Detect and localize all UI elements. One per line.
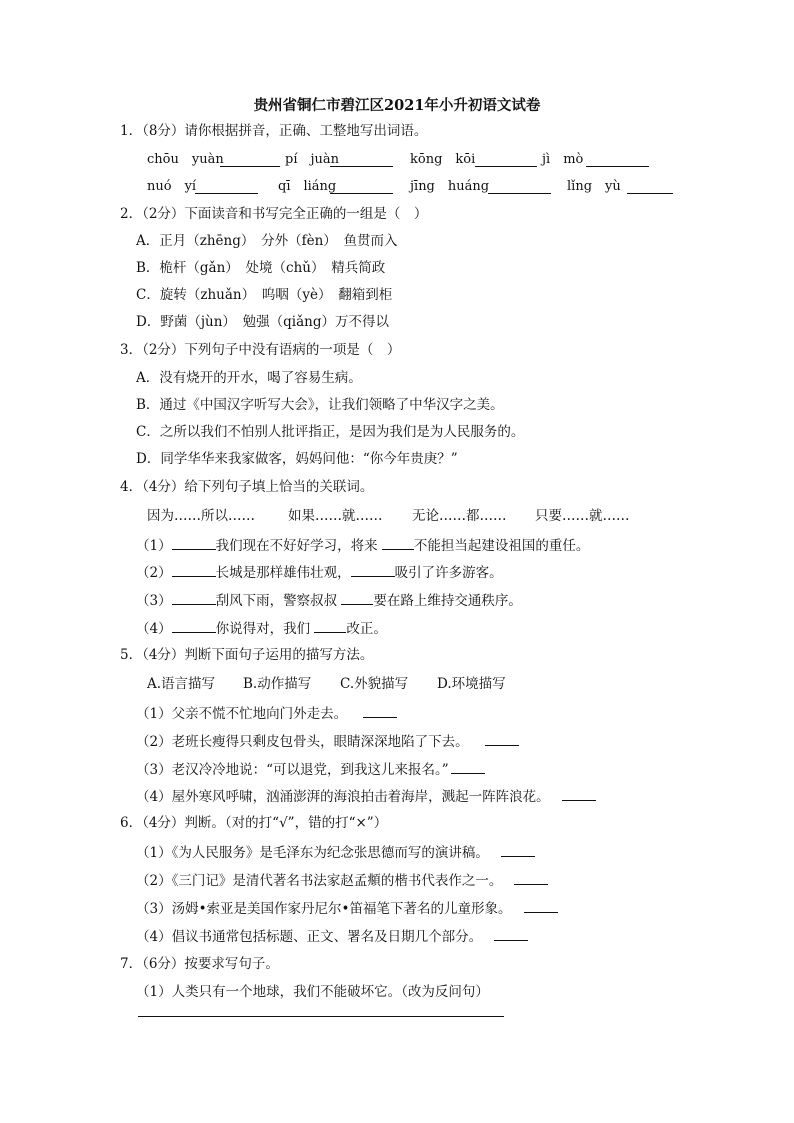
q1-blank[interactable] xyxy=(488,180,551,194)
item-text: 你说得对，我们 xyxy=(215,621,311,637)
q1-pinyin: jì mò xyxy=(542,152,584,167)
q4-blank[interactable] xyxy=(172,563,216,577)
q5-choice: D.环境描写 xyxy=(437,676,506,692)
item-text: （2）《三门记》是清代著名书法家赵孟頫的楷书代表作之一。 xyxy=(136,873,503,889)
item-text: 刮风下雨，警察叔叔 xyxy=(215,593,338,609)
q6-blank[interactable] xyxy=(501,843,535,857)
item-text: 要在路上维持交通秩序。 xyxy=(373,593,522,609)
q3-option-c[interactable]: C．之所以我们不怕别人批评指正，是因为我们是为人民服务的。 xyxy=(136,424,525,440)
q1-pinyin: kōng kōi xyxy=(410,152,476,167)
q1-blank[interactable] xyxy=(586,153,649,167)
exam-title: 贵州省铜仁市碧江区2021年小升初语文试卷 xyxy=(253,97,541,114)
q1-pinyin: qī liáng xyxy=(278,179,337,194)
q2-stem: 2．（2分）下面读音和书写完全正确的一组是（ ） xyxy=(120,206,428,222)
q2-option-d[interactable]: D．野菌（jùn） 勉强（qiǎng）万不得以 xyxy=(136,314,389,330)
q4-word: 如果……就…… xyxy=(288,508,383,524)
q1-pinyin: chōu yuàn xyxy=(147,152,224,167)
item-text: （1）父亲不慌不忙地向门外走去。 xyxy=(136,706,348,722)
q3-option-a[interactable]: A．没有烧开的开水，喝了容易生病。 xyxy=(136,370,362,386)
q4-stem: 4．（4分）给下列句子填上恰当的关联词。 xyxy=(120,479,374,495)
q1-stem: 1．（8分）请你根据拼音，正确、工整地写出词语。 xyxy=(120,123,428,139)
q1-pinyin: nuó yí xyxy=(147,179,197,194)
q3-stem: 3．（2分）下列句子中没有语病的一项是（ ） xyxy=(120,342,401,358)
q2-option-a[interactable]: A．正月（zhēng） 分外（fèn） 鱼贯而入 xyxy=(136,233,398,249)
q5-item-1 xyxy=(136,704,397,723)
q6-blank[interactable] xyxy=(524,899,558,913)
q3-option-d[interactable]: D．同学华华来我家做客，妈妈问他：“你今年贵庚？” xyxy=(136,451,458,467)
q1-blank[interactable] xyxy=(475,153,537,167)
q6-item-4 xyxy=(136,927,528,946)
q2-option-b[interactable]: B．桅杆（gǎn） 处境（chǔ） 精兵简政 xyxy=(136,260,386,276)
item-number: （3） xyxy=(136,593,172,609)
q5-choice: B.动作描写 xyxy=(243,676,312,692)
q1-pinyin: jīng huáng xyxy=(410,179,490,194)
q5-item-4 xyxy=(136,787,596,806)
q5-stem: 5．（4分）判断下面句子运用的描写方法。 xyxy=(120,647,374,663)
q5-choice: C.外貌描写 xyxy=(340,676,409,692)
item-text: 不能担当起建设祖国的重任。 xyxy=(413,538,590,554)
q7-item-1: （1）人类只有一个地球，我们不能破坏它。（改为反问句） xyxy=(136,984,489,1000)
q1-blank[interactable] xyxy=(220,153,280,167)
q6-item-1 xyxy=(136,843,535,862)
item-text: （3）汤姆•索亚是美国作家丹尼尔•笛福笔下著名的儿童形象。 xyxy=(136,901,512,917)
q1-pinyin: lǐng yù xyxy=(567,179,621,194)
q5-blank[interactable] xyxy=(485,732,519,746)
q5-blank[interactable] xyxy=(363,704,397,718)
q4-word: 只要……就…… xyxy=(535,508,630,524)
q4-word: 因为……所以…… xyxy=(147,508,255,524)
item-text: （1）《为人民服务》是毛泽东为纪念张思德而写的演讲稿。 xyxy=(136,845,489,861)
q1-pinyin: pí juàn xyxy=(285,152,340,167)
q6-stem: 6．（4分）判断。（对的打“√”，错的打“×”） xyxy=(120,815,388,831)
item-text: （4）屋外寒风呼啸，汹涌澎湃的海浪拍击着海岸，溅起一阵阵浪花。 xyxy=(136,789,550,805)
q6-item-3 xyxy=(136,899,558,918)
q4-blank[interactable] xyxy=(172,619,216,633)
item-number: （2） xyxy=(136,565,172,581)
q1-blank[interactable] xyxy=(330,153,393,167)
item-text: （2）老班长瘦得只剩皮包骨头，眼睛深深地陷了下去。 xyxy=(136,734,469,750)
q4-item-1 xyxy=(136,536,589,555)
q7-stem: 7．（6分）按要求写句子。 xyxy=(120,956,279,972)
item-text: （4）倡议书通常包括标题、正文、署名及日期几个部分。 xyxy=(136,929,483,945)
q5-blank[interactable] xyxy=(451,760,485,774)
item-text: 长城是那样雄伟壮观， xyxy=(215,565,351,581)
q2-option-c[interactable]: C．旋转（zhuǎn） 呜咽（yè） 翻箱到柜 xyxy=(136,287,393,303)
q4-blank[interactable] xyxy=(172,536,216,550)
q4-blank[interactable] xyxy=(314,619,346,633)
q4-blank[interactable] xyxy=(341,591,373,605)
q5-choice: A.语言描写 xyxy=(147,676,216,692)
q4-item-4 xyxy=(136,619,387,638)
q5-item-2 xyxy=(136,732,519,751)
item-text: 吸引了许多游客。 xyxy=(394,565,503,581)
q4-item-2 xyxy=(136,563,503,582)
item-text: 我们现在不好好学习，将来 xyxy=(215,538,378,554)
q1-blank[interactable] xyxy=(195,180,258,194)
item-number: （4） xyxy=(136,621,172,637)
q4-blank[interactable] xyxy=(351,563,395,577)
q1-blank[interactable] xyxy=(627,180,673,194)
q4-item-3 xyxy=(136,591,522,610)
item-text: 改正。 xyxy=(346,621,387,637)
q4-blank[interactable] xyxy=(172,591,216,605)
q6-item-2 xyxy=(136,871,548,890)
q1-blank[interactable] xyxy=(330,180,393,194)
q4-blank[interactable] xyxy=(382,536,414,550)
q6-blank[interactable] xyxy=(494,927,528,941)
q5-item-3 xyxy=(136,760,485,779)
q7-answer-line[interactable] xyxy=(138,1016,504,1017)
item-text: （3）老汉冷冷地说：“可以退党，到我这儿来报名。” xyxy=(136,762,449,778)
q3-option-b[interactable]: B．通过《中国汉字听写大会》，让我们领略了中华汉字之美。 xyxy=(136,397,504,413)
q4-word: 无论……都…… xyxy=(412,508,507,524)
q6-blank[interactable] xyxy=(514,871,548,885)
q5-blank[interactable] xyxy=(562,787,596,801)
item-number: （1） xyxy=(136,538,172,554)
